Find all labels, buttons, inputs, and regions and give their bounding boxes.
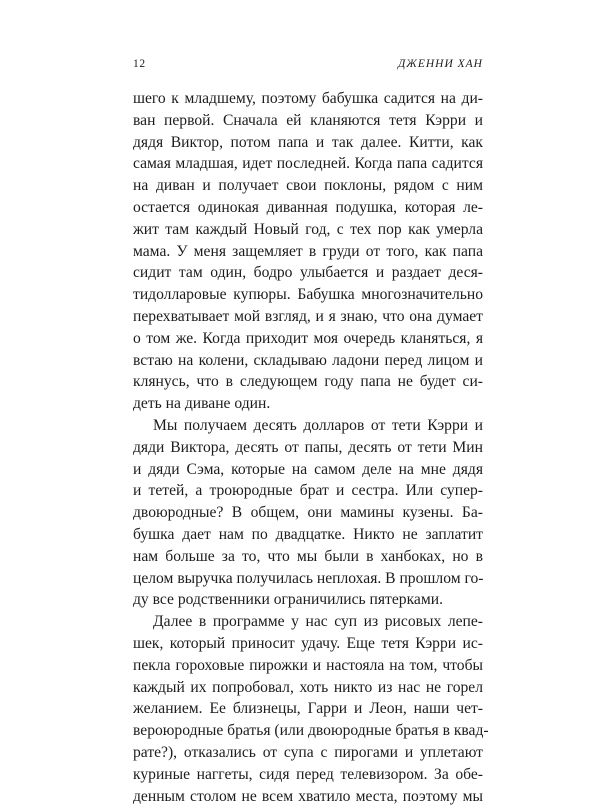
text-line: остается одинокая диванная подушка, которая ле- [133, 197, 483, 219]
text-line: рате?), отказались от супа с пирогами и уплетают [133, 742, 483, 764]
text-line: встаю на колени, складываю ладони перед лицом и [133, 350, 483, 372]
text-line: ду все родственники ограничились пятерками. [133, 589, 483, 611]
text-line: вероюродные братья (или двоюродные братья в квад- [133, 720, 483, 742]
paragraph [133, 611, 483, 807]
paragraph [133, 415, 483, 611]
text-line: шего к младшему, поэтому бабушка садится на ди- [133, 88, 483, 110]
text-line: Мы получаем десять долларов от тети Кэрри и [133, 415, 483, 437]
text-line: о том же. Когда приходит моя очередь кланяться, я [133, 328, 483, 350]
text-line: тидолларовые купюры. Бабушка многозначительно [133, 284, 483, 306]
text-line: желанием. Ее близнецы, Гарри и Леон, наши чет- [133, 698, 483, 720]
text-line: шек, который приносит удачу. Еще тетя Кэрри ис- [133, 633, 483, 655]
text-line: Далее в программе у нас суп из рисовых лепе- [133, 611, 483, 633]
text-line: перехватывает мой взгляд, и я знаю, что она думает [133, 306, 483, 328]
text-line: самая младшая, идет последней. Когда папа садится [133, 153, 483, 175]
text-line: дядя Виктор, потом папа и так далее. Китти, как [133, 132, 483, 154]
paragraph [133, 88, 483, 415]
text-line: и тетей, а троюродные брат и сестра. Или супер- [133, 480, 483, 502]
text-line: нам больше за то, что мы были в ханбоках, но в [133, 546, 483, 568]
text-line: двоюродные? В общем, они мамины кузены. Ба- [133, 502, 483, 524]
text-line: ван первой. Сначала ей кланяются тетя Кэрри и [133, 110, 483, 132]
text-line: целом выручка получилась неплохая. В прошлом го- [133, 568, 483, 590]
text-line: клянусь, что в следующем году папа не будет си- [133, 371, 483, 393]
text-line: на диван и получает свои поклоны, рядом с ним [133, 175, 483, 197]
text-line: сидит там один, бодро улыбается и раздает деся- [133, 262, 483, 284]
running-head-author: ДЖЕННИ ХАН [398, 58, 483, 70]
text-line: каждый их попробовал, хоть никто из нас не горел [133, 677, 483, 699]
text-line: и дяди Сэма, которые на самом деле на мне дядя [133, 459, 483, 481]
text-line: жит там каждый Новый год, с тех пор как умерла [133, 219, 483, 241]
text-line: деть на диване один. [133, 393, 483, 415]
text-line: денным столом не всем хватило места, поэтому мы [133, 786, 483, 807]
text-line: пекла гороховые пирожки и настояла на том, чтобы [133, 655, 483, 677]
running-head [133, 58, 483, 74]
text-line: мама. У меня защемляет в груди от того, как папа [133, 241, 483, 263]
page-number: 12 [133, 58, 146, 70]
body-text [133, 88, 483, 807]
text-line: куриные наггеты, сидя перед телевизором. За обе- [133, 764, 483, 786]
text-line: дяди Виктора, десять от папы, десять от тети Мин [133, 437, 483, 459]
text-line: бушка дает нам по двадцатке. Никто не заплатит [133, 524, 483, 546]
